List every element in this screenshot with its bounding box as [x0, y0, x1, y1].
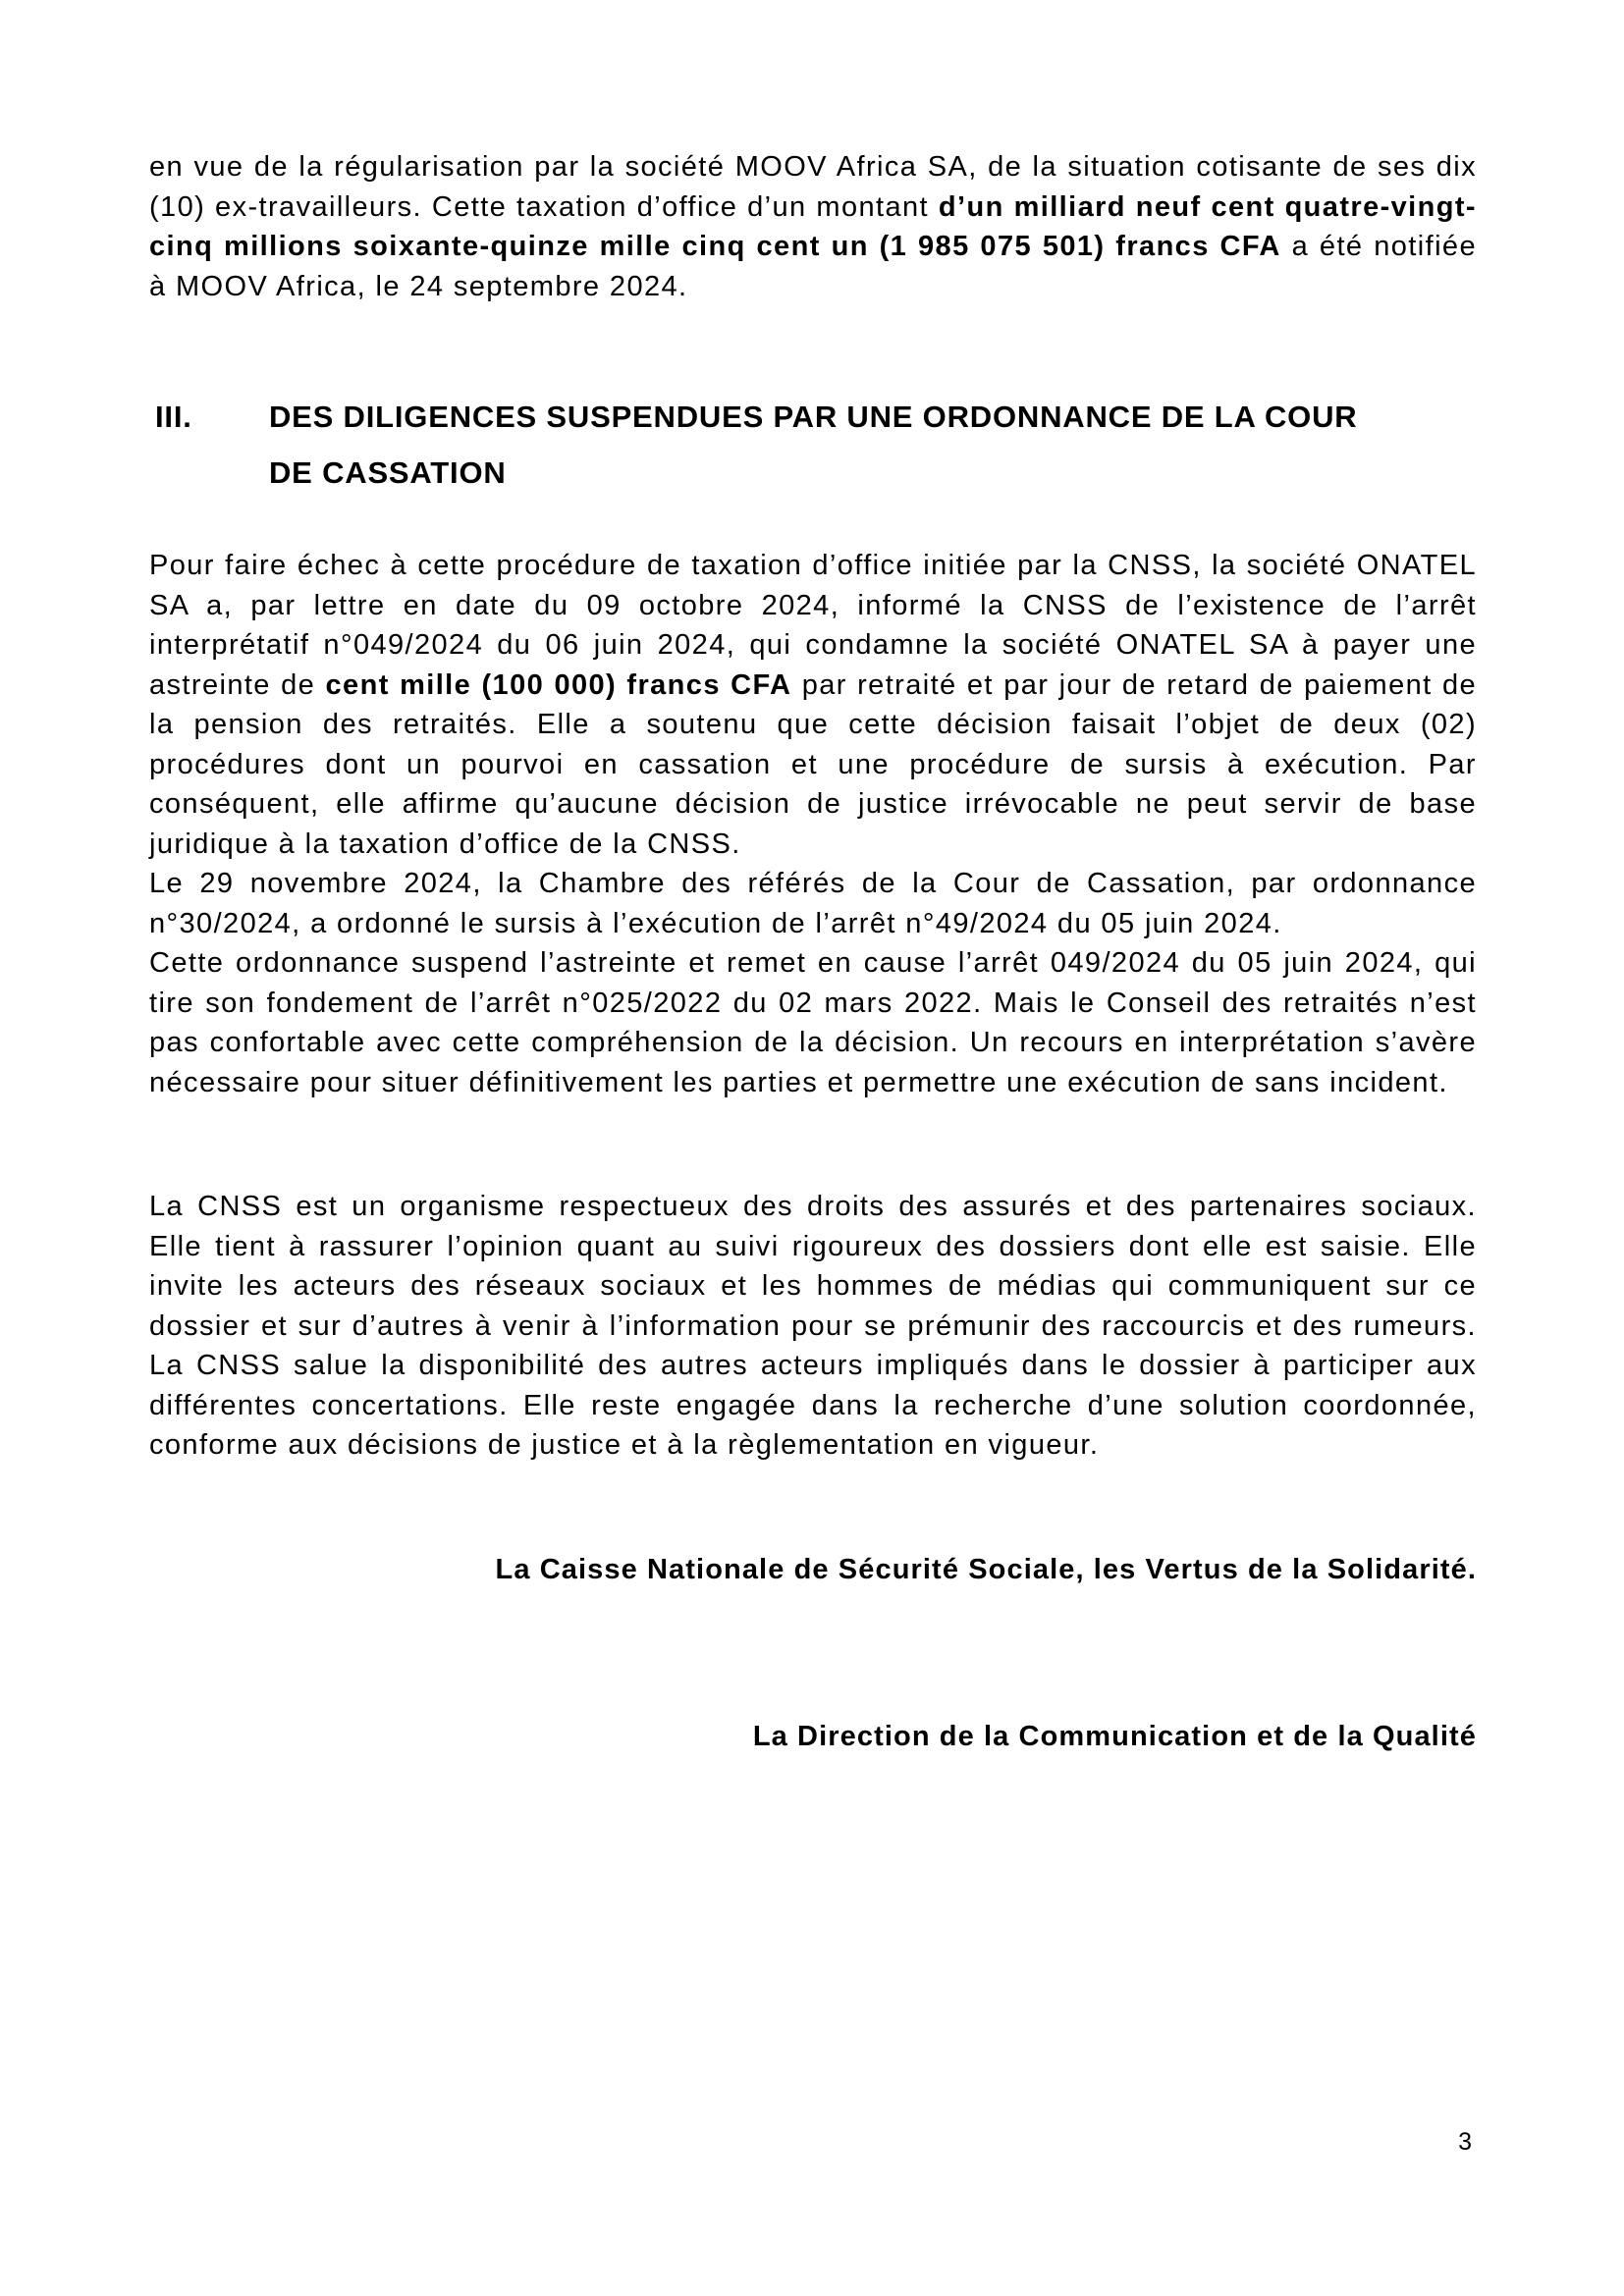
section-title	[269, 389, 1477, 501]
section-number: III.	[155, 400, 192, 434]
page-number: 3	[1458, 2128, 1472, 2156]
intro-paragraph: en vue de la régularisation par la société MOOV Africa SA, de la situation cotisante de ses dix (10) ex-travailleurs. Cette taxation d’office d’un montant d’un milliard neuf cent quatre-vingt-cinq millions soixante-quinze mille cinq cent un (1 985 075 501) francs CFA a été notifiée à MOOV Africa, le 24 septembre 2024.	[149, 151, 1477, 302]
section-title-line2: DE CASSATION	[269, 455, 507, 490]
closing-slogan: La Caisse Nationale de Sécurité Sociale, les Vertus de la Solidarité.	[495, 1553, 1477, 1585]
signature-line: La Direction de la Communication et de la Qualité	[752, 1721, 1477, 1752]
paragraph-onatel-proceedings: Pour faire échec à cette procédure de taxation d’office initiée par la CNSS, la société ONATEL SA a, par lettre en date du 09 octobre 2024, informé la CNSS de l’existence de l’arrêt interprétatif n°049/2024 du 06 juin 2024, qui condamne la société ONATEL SA à payer une astreinte de cent mille (100 000) francs CFA par retraité et par jour de retard de paiement de la pension des retraités. Elle a soutenu que cette décision faisait l’objet de deux (02) procédures dont un pourvoi en cassation et une procédure de sursis à exécution. Par conséquent, elle affirme qu’aucune décision de justice irrévocable ne peut servir de base juridique à la taxation d’office de la CNSS.	[149, 550, 1478, 860]
section-heading	[149, 389, 1477, 501]
paragraph-cassation-order: Le 29 novembre 2024, la Chambre des référés de la Cour de Cassation, par ordonnance n°30/2024, a ordonné le sursis à l’exécution de l’arrêt n°49/2024 du 05 juin 2024.	[149, 868, 1477, 939]
document-body	[149, 147, 1477, 1757]
paragraph-cnss-statement: La CNSS est un organisme respectueux des droits des assurés et des partenaires sociaux. Elle tient à rassurer l’opinion quant au suivi rigoureux des dossiers dont elle est saisie. Elle invite les acteurs des réseaux sociaux et les hommes de médias qui communiquent sur ce dossier et sur d’autres à venir à l’information pour se prémunir des raccourcis et des rumeurs. La CNSS salue la disponibilité des autres acteurs impliqués dans le dossier à participer aux différentes concertations. Elle reste engagée dans la recherche d’une solution coordonnée, conforme aux décisions de justice et à la règlementation en vigueur.	[149, 1191, 1477, 1461]
paragraph-ordinance-effect: Cette ordonnance suspend l’astreinte et remet en cause l’arrêt 049/2024 du 05 juin 2024, qui tire son fondement de l’arrêt n°025/2022 du 02 mars 2022. Mais le Conseil des retraités n’est pas confortable avec cette compréhension de la décision. Un recours en interprétation s’avère nécessaire pour situer définitivement les parties et permettre une exécution de sans incident.	[149, 947, 1477, 1098]
section-title-line1: DES DILIGENCES SUSPENDUES PAR UNE ORDONNANCE DE LA COUR	[269, 400, 1358, 434]
